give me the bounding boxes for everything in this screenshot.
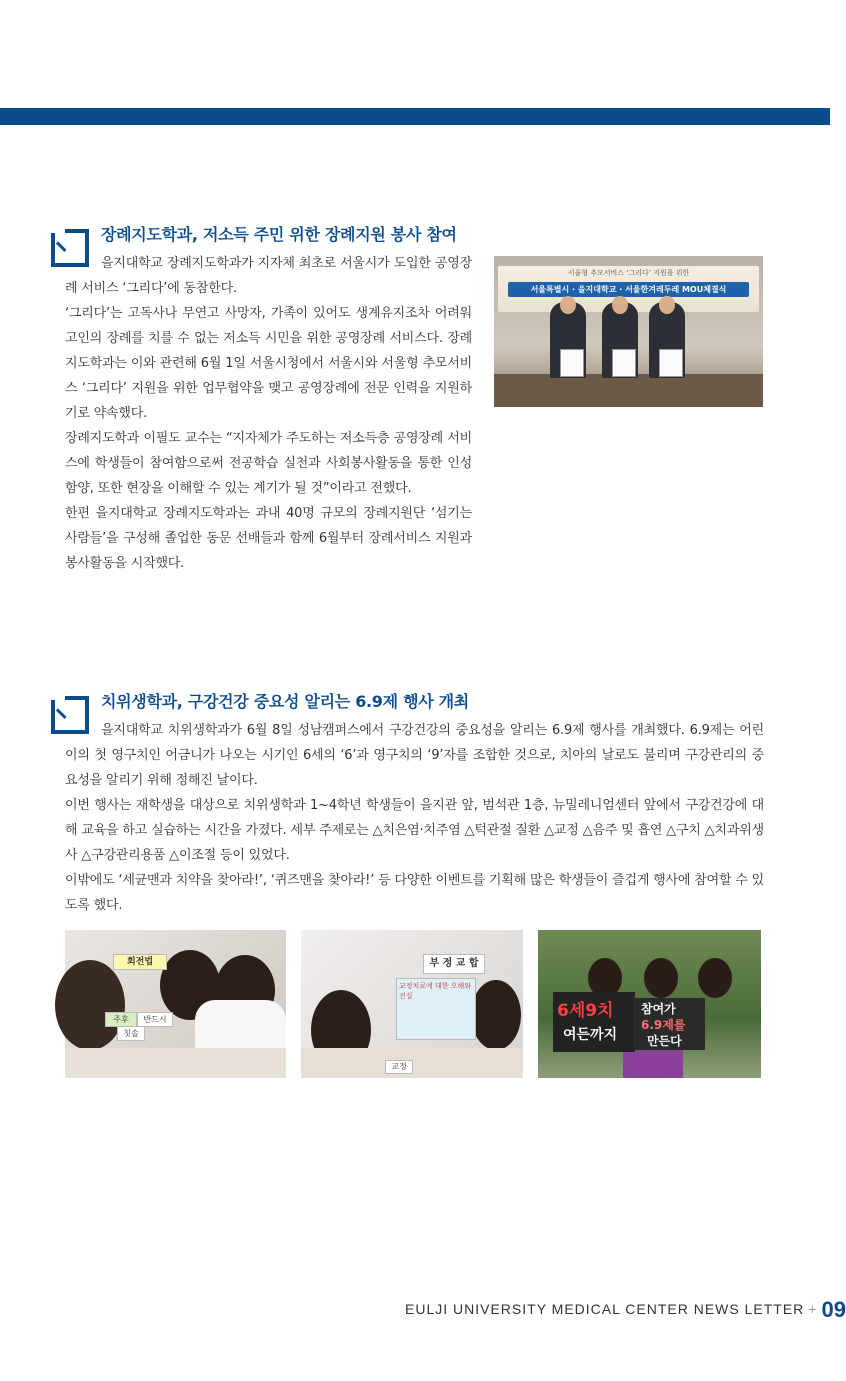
sign-text: 만든다	[647, 1034, 682, 1048]
banner-line1: 서울형 추모서비스 ‘그리다’ 지원을 위한	[567, 269, 690, 277]
section2-body	[65, 718, 764, 918]
section2-paragraph: 이밖에도 ‘세균맨과 치약을 찾아라!’, ‘퀴즈맨을 찾아라!’ 등 다양한 이벤트를 기획해 많은 학생들이 즐겁게 행사에 참여할 수 있도록 했다.	[65, 873, 764, 913]
event-photo-brushing	[65, 930, 286, 1078]
footer-separator: +	[808, 1301, 818, 1317]
person-head	[612, 296, 628, 314]
person-head	[698, 958, 732, 998]
sign-card: 칫솔	[117, 1026, 145, 1041]
mou-ceremony-photo	[494, 256, 763, 407]
table	[65, 1048, 286, 1078]
section2-paragraph: 이번 행사는 재학생을 대상으로 치위생학과 1~4학년 학생들이 을지관 앞, 범석관 1층, 뉴밀레니엄센터 앞에서 구강건강에 대해 교육을 하고 실습하는 시간을 가졌다. 세부 주제로는 △치은염·치주염 △턱관절 질환 △교정 △음주 및 흡연 △구치 △치과위생사 △구강관리용품 △이조절 등이 있었다.	[65, 798, 764, 863]
page-number: 09	[821, 1297, 846, 1322]
section1-paragraph: 장례지도학과 이필도 교수는 “지자체가 주도하는 저소득층 공영장례 서비스에 학생들이 참여함으로써 전공학습 실천과 사회봉사활동을 통한 인성함양, 또한 현장을 이해할 수 있는 계기가 될 것”이라고 전했다.	[65, 431, 472, 496]
person-head	[644, 958, 678, 998]
section1-paragraph: ‘그리다’는 고독사나 무연고 사망자, 가족이 있어도 생계유지조차 어려워 고인의 장례를 치를 수 없는 저소득 시민을 위한 공영장례 서비스다. 장례지도학과는 이와 관련해 6월 1일 서울시청에서 서울시와 서울형 추모서비스 ‘그리다’ 지원을 위한 업무협약을 맺고 공영장례에 전문 인력을 지원하기로 약속했다.	[65, 306, 472, 421]
sign-card: 교정	[385, 1060, 413, 1074]
sign-card: 주후	[105, 1012, 137, 1027]
section1-paragraph: 을지대학교 장례지도학과가 지자체 최초로 서울시가 도입한 공영장례 서비스 ‘그리다’에 동참한다.	[65, 256, 472, 296]
person-hair	[471, 980, 521, 1050]
sign-text: 여든까지	[563, 1027, 618, 1043]
section1-paragraph: 한편 을지대학교 장례지도학과는 과내 40명 규모의 장례지원단 ‘섬기는 사람들’을 구성해 졸업한 동문 선배들과 함께 6월부터 장례서비스 지원과 봉사활동을 시작했다.	[65, 506, 472, 571]
sign-card: 회전법	[113, 954, 167, 970]
header-bar	[0, 108, 830, 125]
section2-title: 치위생학과, 구강건강 중요성 알리는 6.9제 행사 개최	[101, 692, 469, 711]
person-hair	[55, 960, 125, 1050]
sign-text: 참여가	[641, 1002, 676, 1016]
footer	[405, 1297, 846, 1323]
sign-text: 6세9치	[557, 1001, 614, 1021]
sign-board	[553, 992, 635, 1052]
person-head	[659, 296, 675, 314]
section2-paragraph: 을지대학교 치위생학과가 6월 8일 성남캠퍼스에서 구강건강의 중요성을 알리는 6.9제 행사를 개최했다. 6.9제는 어린이의 첫 영구치인 어금니가 나오는 시기인 6세의 ‘6’과 영구치의 ‘9’자를 조합한 것으로, 치아의 날로도 불리며 구강관리의 중요성을 알리기 위해 정해진 날이다.	[65, 723, 764, 788]
section1-body	[65, 251, 472, 576]
sign-board	[633, 998, 705, 1050]
person-head	[560, 296, 576, 314]
sign-card: 반드시	[137, 1012, 173, 1027]
agreement-document	[612, 349, 636, 377]
footer-label: EULJI UNIVERSITY MEDICAL CENTER NEWS LETTER	[405, 1301, 805, 1317]
sign-card: 교정치료에 대한 오해와 진실	[396, 978, 476, 1040]
section1-title: 장례지도학과, 저소득 주민 위한 장례지원 봉사 참여	[101, 225, 457, 244]
banner-line2: 서울특별시 · 을지대학교 · 서울한겨레두레 MOU체결식	[530, 285, 727, 294]
event-photo-students	[538, 930, 761, 1078]
ceremony-table	[494, 374, 763, 407]
sign-text: 6.9제를	[641, 1018, 686, 1032]
agreement-document	[560, 349, 584, 377]
sign-card: 부 정 교 합	[423, 954, 485, 974]
agreement-document	[659, 349, 683, 377]
event-photo-orthodontics	[301, 930, 523, 1078]
